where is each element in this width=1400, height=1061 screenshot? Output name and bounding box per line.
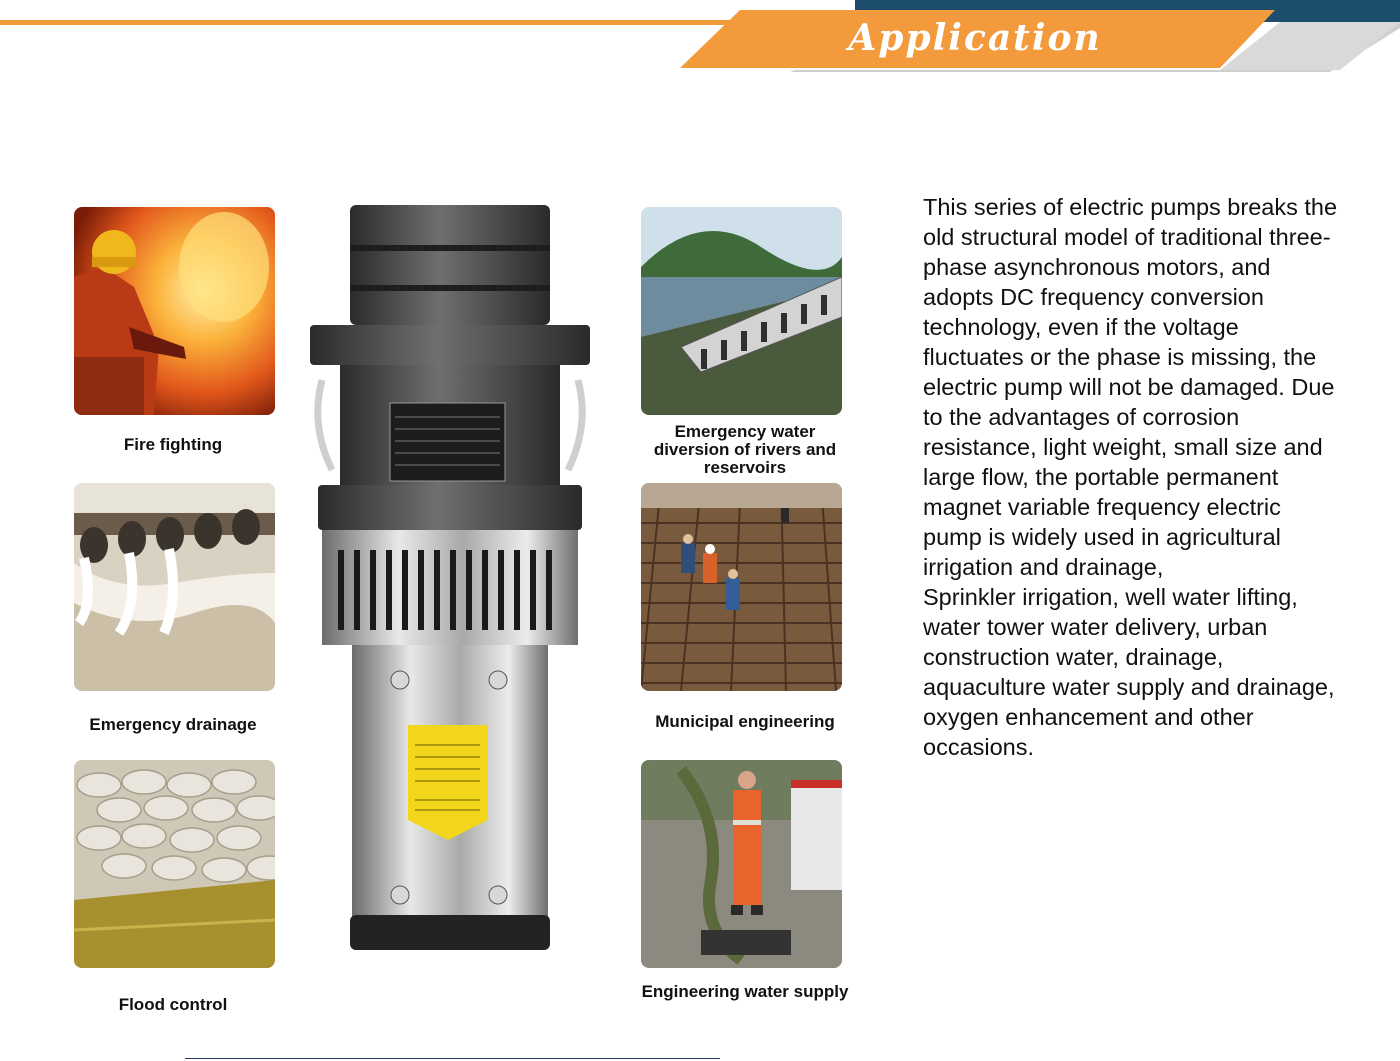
description-paragraph: This series of electric pumps breaks the old structural model of traditional three-phase asynchronous motors, and adopts DC frequency conversion technology, even if the voltage fluctuates or the phase is missing, the electric pump will not be damaged. Due to the advantages of corrosion resistance, light weight, small size and large flow, the portable permanent magnet variable frequency electric pump is widely used in agricultural irrigation and drainage, [923,194,1338,580]
flood-control-photo [74,760,275,968]
application-label-engineering-water-supply: Engineering water supply [641,982,849,1001]
application-label-municipal-engineering: Municipal engineering [655,712,835,731]
engineering-water-supply-photo [641,760,842,968]
application-label-river-diversion: Emergency water diversion of rivers and reservoirs [653,422,837,477]
fire-fighting-photo [74,207,275,415]
page-title: Application [848,17,1102,59]
product-description [923,192,1343,762]
application-label-flood-control: Flood control [118,995,228,1014]
application-label-fire-fighting: Fire fighting [123,435,223,454]
header-orange-rule [0,20,730,25]
description-paragraph: Sprinkler irrigation, well water lifting, water tower water delivery, urban construction water, drainage, aquaculture water supply and drainage, oxygen enhancement and other occasions. [923,584,1335,760]
bottom-divider [185,1058,720,1059]
application-label-emergency-drainage: Emergency drainage [89,715,257,734]
emergency-drainage-photo [74,483,275,691]
construction-site-photo [641,483,842,691]
river-dam-photo [641,207,842,415]
submersible-pump-photo [300,205,600,955]
